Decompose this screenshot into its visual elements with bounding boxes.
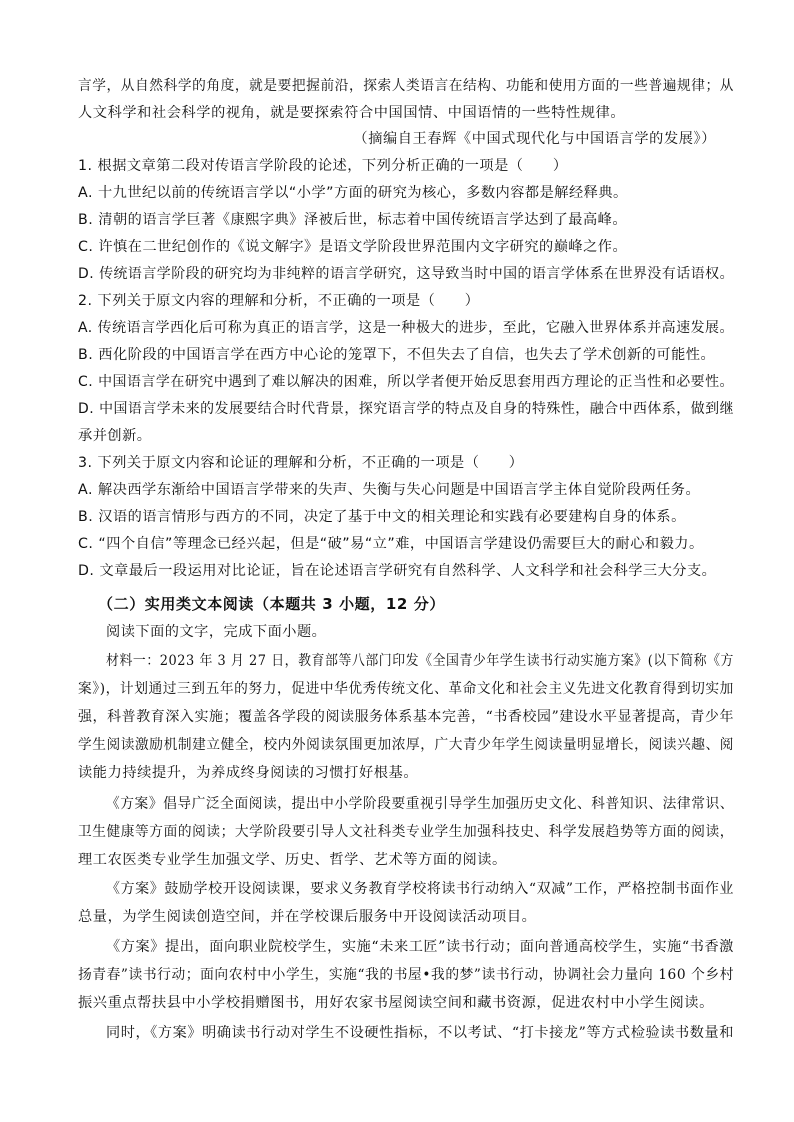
material-paragraph-line: 《方案》提出，面向职业院校学生，实施“未来工匠”读书行动；面向普通高校学生，实施“书香激 — [106, 939, 734, 955]
material-paragraph-line: 总量，为学生阅读创造空间，并在学校课后服务中开设阅读活动项目。 — [78, 909, 537, 925]
material-paragraph-line: 读能力持续提升，为养成终身阅读的习惯打好根基。 — [78, 765, 419, 781]
section-heading: （二）实用类文本阅读（本题共 3 小题，12 分） — [98, 595, 445, 613]
question-3-option-d: D. 文章最后一段运用对比论证，旨在论述语言学研究有自然科学、人文科学和社会科学三大分支。 — [78, 563, 717, 579]
question-2-option-d-cont: 承并创新。 — [78, 428, 152, 444]
question-1-option-b: B. 清朝的语言学巨著《康熙字典》泽被后世，标志着中国传统语言学达到了最高峰。 — [78, 212, 628, 228]
material-paragraph-line: 振兴重点帮扶县中小学校捐赠图书，用好农家书屋阅读空间和藏书资源，促进农村中小学生阅读。 — [78, 995, 714, 1011]
section-instruction: 阅读下面的文字，完成下面小题。 — [106, 624, 327, 640]
material-paragraph-line: 案》)，计划通过三到五年的努力，促进中华优秀传统文化、革命文化和社会主义先进文化教育得到切实加 — [78, 681, 734, 697]
question-2-option-a: A. 传统语言学西化后可称为真正的语言学，这是一种极大的进步，至此，它融入世界体系并高速发展。 — [78, 320, 734, 336]
material-paragraph-line: 《方案》鼓励学校开设阅读课，要求义务教育学校将读书行动纳入“双减”工作，严格控制书面作业 — [106, 881, 735, 897]
passage-line: 言学，从自然科学的角度，就是要把握前沿，探索人类语言在结构、功能和使用方面的一些普遍规律；从 — [78, 78, 735, 94]
question-2-stem: 2. 下列关于原文内容的理解和分析，不正确的一项是（ ） — [78, 293, 480, 309]
material-paragraph-line: 同时，《方案》明确读书行动对学生不设硬性指标，不以考试、“打卡接龙”等方式检验读书数量和 — [106, 1025, 734, 1041]
question-1-option-d: D. 传统语言学阶段的研究均为非纯粹的语言学研究，这导致当时中国的语言学体系在世界没有话语权。 — [78, 266, 735, 282]
question-3-option-a: A. 解决西学东渐给中国语言学带来的失声、失衡与失心问题是中国语言学主体自觉阶段两任务。 — [78, 482, 701, 498]
question-1-stem: 1. 根据文章第二段对传语言学阶段的论述，下列分析正确的一项是（ ） — [78, 158, 568, 174]
material-paragraph-line: 卫生健康等方面的阅读；大学阶段要引导人文社科类专业学生加强科技史、科学发展趋势等方面的阅读， — [78, 824, 735, 840]
passage-source: （摘编自王春辉《中国式现代化与中国语言学的发展》） — [353, 131, 716, 147]
material-paragraph-line: 材料一：2023 年 3 月 27 日，教育部等八部门印发《全国青少年学生读书行动实施方案》(以下简称《方 — [106, 653, 735, 669]
material-paragraph-line: 学生阅读激励机制建立健全，校内外阅读氛围更加浓厚，广大青少年学生阅读量明显增长，阅读兴趣、阅 — [78, 737, 735, 753]
question-3-stem: 3. 下列关于原文内容和论证的理解和分析，不正确的一项是（ ） — [78, 455, 524, 471]
material-paragraph-line: 扬青春”读书行动；面向农村中小学生，实施“我的书屋•我的梦”读书行动，协调社会力量向 160 个乡村 — [78, 967, 735, 983]
question-2-option-d: D. 中国语言学未来的发展要结合时代背景，探究语言学的特点及自身的特殊性，融合中西体系，做到继 — [78, 401, 735, 417]
question-1-option-c: C. 许慎在二世纪创作的《说文解字》是语文学阶段世界范围内文字研究的巅峰之作。 — [78, 239, 628, 255]
question-3-option-b: B. 汉语的语言情形与西方的不同，决定了基于中文的相关理论和实践有必要建构自身的体系。 — [78, 509, 686, 525]
question-3-option-c: C. “四个自信”等理念已经兴起，但是“破”易“立”难，中国语言学建设仍需要巨大的耐心和毅力。 — [78, 536, 704, 552]
passage-line: 人文科学和社会科学的视角，就是要探索符合中国国情、中国语情的一些特性规律。 — [78, 105, 626, 121]
material-paragraph-line: 理工农医类专业学生加强文学、历史、哲学、艺术等方面的阅读。 — [78, 852, 507, 868]
question-2-option-c: C. 中国语言学在研究中遇到了难以解决的困难，所以学者便开始反思套用西方理论的正当性和必要性。 — [78, 374, 735, 390]
material-paragraph-line: 强，科普教育深入实施；覆盖各学段的阅读服务体系基本完善，“书香校园”建设水平显著提高，青少年 — [78, 709, 735, 725]
question-2-option-b: B. 西化阶段的中国语言学在西方中心论的笼罩下，不但失去了自信，也失去了学术创新的可能性。 — [78, 347, 716, 363]
question-1-option-a: A. 十九世纪以前的传统语言学以“小学”方面的研究为核心，多数内容都是解经释典。 — [78, 185, 628, 201]
material-paragraph-line: 《方案》倡导广泛全面阅读，提出中小学阶段要重视引导学生加强历史文化、科普知识、法律常识、 — [106, 796, 735, 812]
